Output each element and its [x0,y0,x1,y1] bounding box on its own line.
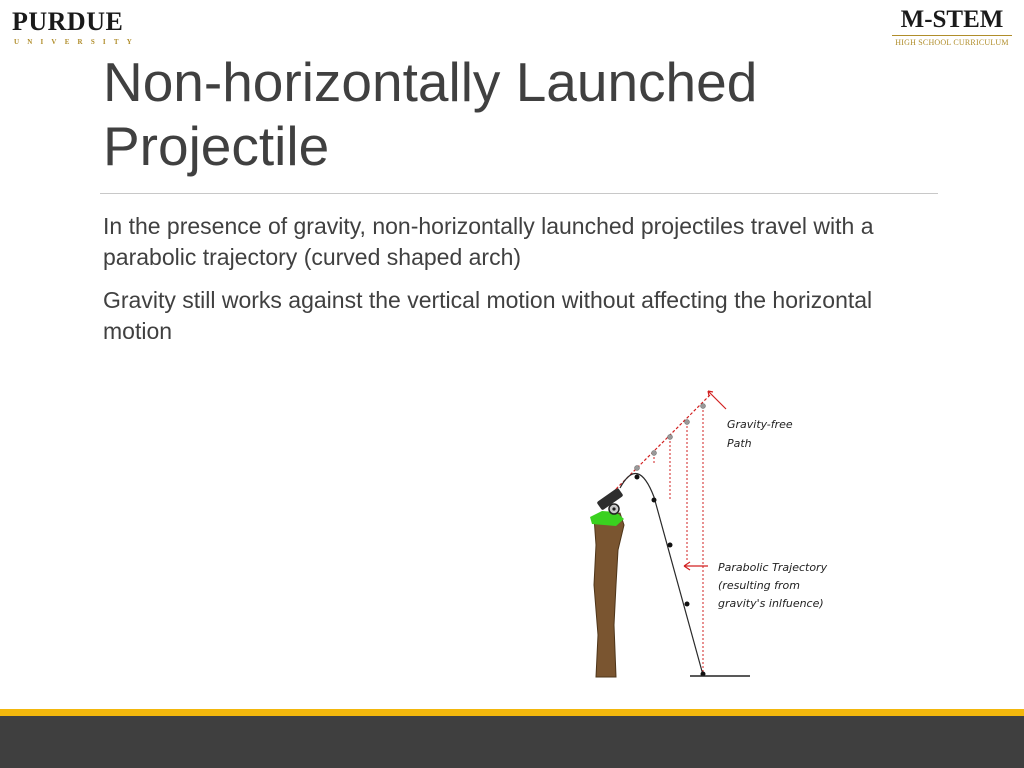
projectile-diagram-svg [580,385,870,685]
mstem-logo-sub: HIGH SCHOOL CURRICULUM [895,38,1009,47]
parabolic-label-line-3: gravity's inlfuence) [718,597,824,610]
footer-accent-bar [0,709,1024,716]
slide-title: Non-horizontally Launched Projectile [103,51,758,177]
cannon-icon [596,487,623,514]
paragraph-1: In the presence of gravity, non-horizontally launched projectiles travel with a parabolic trajectory (curved shaped arch) [103,213,874,270]
paragraph-2: Gravity still works against the vertical motion without affecting the horizontal motion [103,287,873,344]
mstem-logo-rule [892,35,1012,36]
parabolic-label-line-2: (resulting from [718,579,801,592]
purdue-logo-sub: UNIVERSITY [14,38,140,46]
purdue-logo-name: PURDUE [12,7,124,36]
gravity-free-label-line-2: Path [727,437,752,450]
parabolic-trajectory [620,473,703,675]
cliff [594,513,624,677]
projectile-diagram [580,385,870,685]
gravity-free-label-line-1: Gravity-free [727,418,793,431]
slide-body [103,211,933,359]
mstem-logo [890,6,1014,50]
purdue-logo [12,7,140,48]
parabolic-arrow [684,562,708,570]
footer-bar [0,716,1024,768]
mstem-logo-name: M-STEM [900,6,1004,33]
title-divider [100,193,938,194]
gravity-free-label [727,418,793,450]
vertical-guides [654,406,703,675]
parabolic-label-line-1: Parabolic Trajectory [718,561,828,574]
parabolic-label [718,561,828,610]
gravity-free-arrow [708,391,726,409]
